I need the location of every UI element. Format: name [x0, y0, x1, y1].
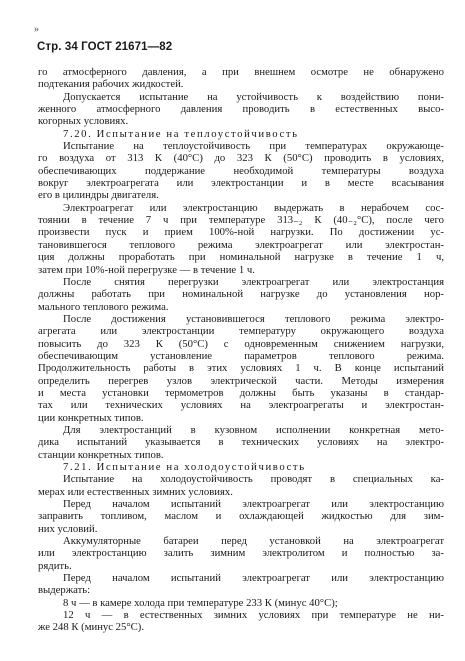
text-line: агрегата или электростанции температуру окружающего воздуха	[38, 325, 444, 338]
text-line: Испытание на теплоустойчивость при температурах окружающе-	[63, 140, 444, 153]
text-line: и места установки термометров должны быть указаны в стандар-	[38, 386, 444, 399]
text-line: Допускается испытание на устойчивость к воздействию пони-	[63, 90, 444, 103]
text-line: Аккумуляторные батареи перед установкой на электроагрегат	[63, 535, 444, 548]
text-line: мального теплового режима.	[38, 300, 169, 313]
text-line: После снятия перегрузки электроагрегат или электростанция	[63, 275, 444, 288]
text-line: когорных условиях.	[38, 115, 129, 128]
text-line: заправить топливом, маслом и охлаждающей жидкостью для зим-	[38, 510, 444, 523]
text-line: 8 ч — в камере холода при температуре 233 К (минус 40°С);	[63, 596, 338, 609]
text-line: Перед началом испытаний электроагрегат или электростанцию	[63, 498, 444, 511]
body-text	[38, 66, 444, 634]
text-line: го атмосферного давления, а при внешнем осмотре не обнаружено	[38, 66, 444, 78]
text-line: же 248 К (минус 25°С).	[38, 621, 145, 634]
running-head: Стр. 34 ГОСТ 21671—82	[37, 41, 173, 53]
text-line: обеспечивающих поддержание необходимой температуры воздуха	[38, 164, 444, 177]
text-line: или электростанцию залить зимним электролитом и полностью за-	[38, 547, 444, 560]
text-line: Продолжительность работы в этих условиях 1 ч. В конце испытаний	[38, 362, 444, 375]
text-line: них условий.	[38, 522, 98, 535]
text-line: го воздуха от 313 К (40°С) до 323 К (50°С) проводить в условиях,	[38, 152, 444, 165]
text-line: произвести пуск и прием 100%-ной нагрузки. По достижении ус-	[38, 226, 444, 239]
text-line: ции конкретных типов.	[38, 411, 144, 424]
text-line: тановившегося теплового режима электроагрегат или электростан-	[38, 238, 444, 251]
text-line: После достижения установившегося теплового режима электро-	[63, 312, 444, 325]
corner-mark: »	[34, 24, 39, 35]
text-line: 12 ч — в естественных зимних условиях при температуре не ни-	[63, 609, 444, 622]
text-line: дика испытаний указывается в технических условиях на электро-	[38, 436, 444, 449]
text-line: женного атмосферного давления проводить в естественных высо-	[38, 103, 444, 116]
text-line: затем при 10%-ной перегрузке — в течение 1 ч.	[38, 263, 255, 276]
text-line: мерах или естественных зимних условиях.	[38, 485, 233, 498]
text-line: выдержать:	[38, 584, 91, 597]
text-line: тах или технических условиях на электроагрегаты и электростан-	[38, 399, 444, 412]
text-line: рядить.	[38, 559, 72, 572]
text-line: повысить до 323 К (50°С) с одновременным снижением нагрузки,	[38, 337, 444, 350]
text-line: должны работать при номинальной нагрузке до установления нор-	[38, 288, 444, 301]
section-heading: 7.20. Испытание на теплоустойчивость	[63, 127, 299, 140]
text-line: подтекания рабочих жидкостей.	[38, 78, 184, 91]
text-line: ция должны проработать при номинальной нагрузке в течение 1 ч,	[38, 251, 444, 264]
text-line: определить перегрев узлов электрической части. Методы измерения	[38, 374, 444, 387]
section-heading: 7.21. Испытание на холодоустойчивость	[63, 461, 306, 473]
text-line: его в цилиндры двигателя.	[38, 189, 159, 202]
text-line: Электроагрегат или электростанцию выдержать в нерабочем сос-	[63, 201, 444, 214]
text-line: Для электростанций в кузовном исполнении конкретная мето-	[63, 423, 444, 436]
text-line: обеспечивающим установление параметров теплового режима.	[38, 349, 444, 362]
text-line: вокруг электроагрегата или электростанции и в месте всасывания	[38, 177, 444, 190]
text-line: станции конкретных типов.	[38, 448, 164, 461]
text-line: Перед началом испытаний электроагрегат или электростанцию	[63, 572, 444, 585]
text-line: Испытание на холодоустойчивость проводят в специальных ка-	[63, 473, 444, 486]
text-line: тоянии в течение 7 ч при температуре 313₋₂ К (40₋₂°С), после чего	[38, 214, 444, 227]
